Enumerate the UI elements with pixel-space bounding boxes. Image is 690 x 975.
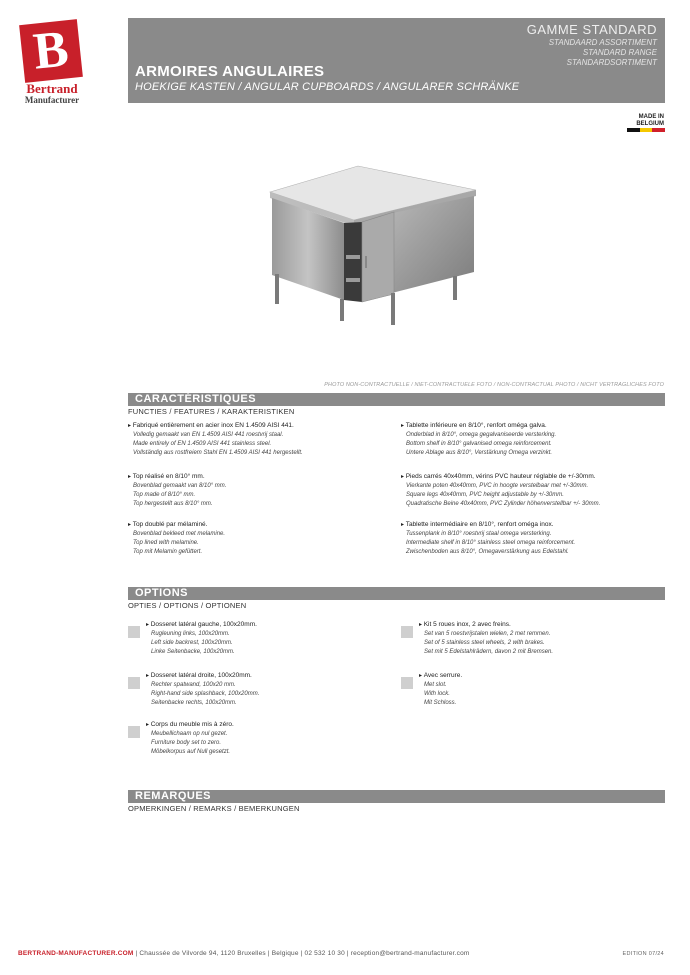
footer-address: | Chaussée de Vilvorde 94, 1120 Bruxelles | Belgique | 02 532 10 30 | reception@bertrand-manufacturer.com bbox=[133, 950, 470, 957]
remarks-band bbox=[128, 790, 665, 803]
option-checkbox[interactable] bbox=[128, 677, 140, 689]
option-checkbox[interactable] bbox=[128, 726, 140, 738]
made-in-label: MADE IN bbox=[638, 114, 664, 120]
brand-logo bbox=[18, 22, 86, 108]
brand-subtitle: Manufacturer bbox=[24, 95, 80, 105]
option-checkbox[interactable] bbox=[128, 626, 140, 638]
feature-item: ▸ Tablette inférieure en 8/10°, renfort oméga galva. Onderblad in 8/10°, omega gegalvaniseerde versterking. Bottom shelf in 8/10° galvanised omega reinforcement. Untere Ablage aus 8/10°, Verstärkung Omega verzinkt. bbox=[401, 421, 661, 458]
range-translation-en: STANDARD RANGE bbox=[582, 48, 657, 57]
product-photo bbox=[258, 160, 488, 335]
remarks-subtitle: OPMERKINGEN / REMARKS / BEMERKUNGEN bbox=[128, 804, 300, 813]
features-band bbox=[128, 393, 665, 406]
feature-item: ▸ Pieds carrés 40x40mm, vérins PVC hauteur réglable de +/-30mm. Vierkante poten 40x40mm, PVC in hoogte verstelbaar met +/-30mm. Square legs 40x40mm, PVC height adjustable by +/-30mm. Quadratische Beine 40x40mm, PVC Zylinder höhenverstellbar +/- 30mm. bbox=[401, 472, 661, 509]
range-translation-de: STANDARDSORTIMENT bbox=[566, 58, 657, 67]
edition-label: EDITION 07/24 bbox=[622, 951, 664, 957]
remarks-title: REMARQUES bbox=[135, 790, 212, 802]
header-band bbox=[128, 18, 665, 103]
belgium-flag bbox=[627, 128, 665, 132]
page-title: ARMOIRES ANGULAIRES bbox=[135, 63, 325, 80]
range-title: GAMME STANDARD bbox=[526, 22, 657, 37]
option-checkbox[interactable] bbox=[401, 677, 413, 689]
options-subtitle: OPTIES / OPTIONS / OPTIONEN bbox=[128, 601, 247, 610]
feature-item: ▸ Tablette intermédiaire en 8/10°, renfort oméga inox. Tussenplank in 8/10° roestvrij staal omega versterking. Intermediate shelf in 8/10° stainless steel omega reinforcement. Zwischenboden aus 8/10°, Omegaverstärkung aus Edelstahl. bbox=[401, 520, 661, 557]
feature-item: ▸ Fabriqué entièrement en acier inox EN 1.4509 AISI 441. Volledig gemaakt van EN 1.4509 AISI 441 roestvrij staal. Made entirely of EN 1.4509 AISI 441 stainless steel. Vollständig aus rostfreiem Stahl EN 1.4509 AISI 441 hergestellt. bbox=[128, 421, 388, 458]
footer bbox=[18, 950, 470, 957]
option-checkbox[interactable] bbox=[401, 626, 413, 638]
page-subtitle: HOEKIGE KASTEN / ANGULAR CUPBOARDS / ANGULARER SCHRÄNKE bbox=[135, 81, 520, 93]
feature-item: ▸ Top réalisé en 8/10° mm. Bovenblad gemaakt van 8/10° mm. Top made of 8/10° mm. Top hergestellt aus 8/10° mm. bbox=[128, 472, 388, 509]
belgium-label: BELGIUM bbox=[636, 120, 664, 127]
features-title: CARACTÉRISTIQUES bbox=[135, 393, 257, 405]
photo-caption: PHOTO NON-CONTRACTUELLE / NIET-CONTRACTUELE FOTO / NON-CONTRACTUAL PHOTO / NICHT VERTRAGLICHES FOTO bbox=[324, 382, 664, 388]
logo-mark: B bbox=[19, 19, 83, 83]
options-title: OPTIONS bbox=[135, 587, 189, 599]
range-translation-nl: STANDAARD ASSORTIMENT bbox=[548, 38, 657, 47]
features-subtitle: FUNCTIES / FEATURES / KARAKTERISTIKEN bbox=[128, 407, 295, 416]
feature-item: ▸ Top doublé par mélaminé. Bovenblad bekleed met melamine. Top lined with melamine. Top mit Melamin gefüttert. bbox=[128, 520, 388, 557]
made-in-belgium-badge bbox=[627, 114, 665, 136]
footer-website-link[interactable]: BERTRAND-MANUFACTURER.COM bbox=[18, 950, 134, 957]
options-band bbox=[128, 587, 665, 600]
brand-name: Bertrand bbox=[26, 81, 78, 96]
